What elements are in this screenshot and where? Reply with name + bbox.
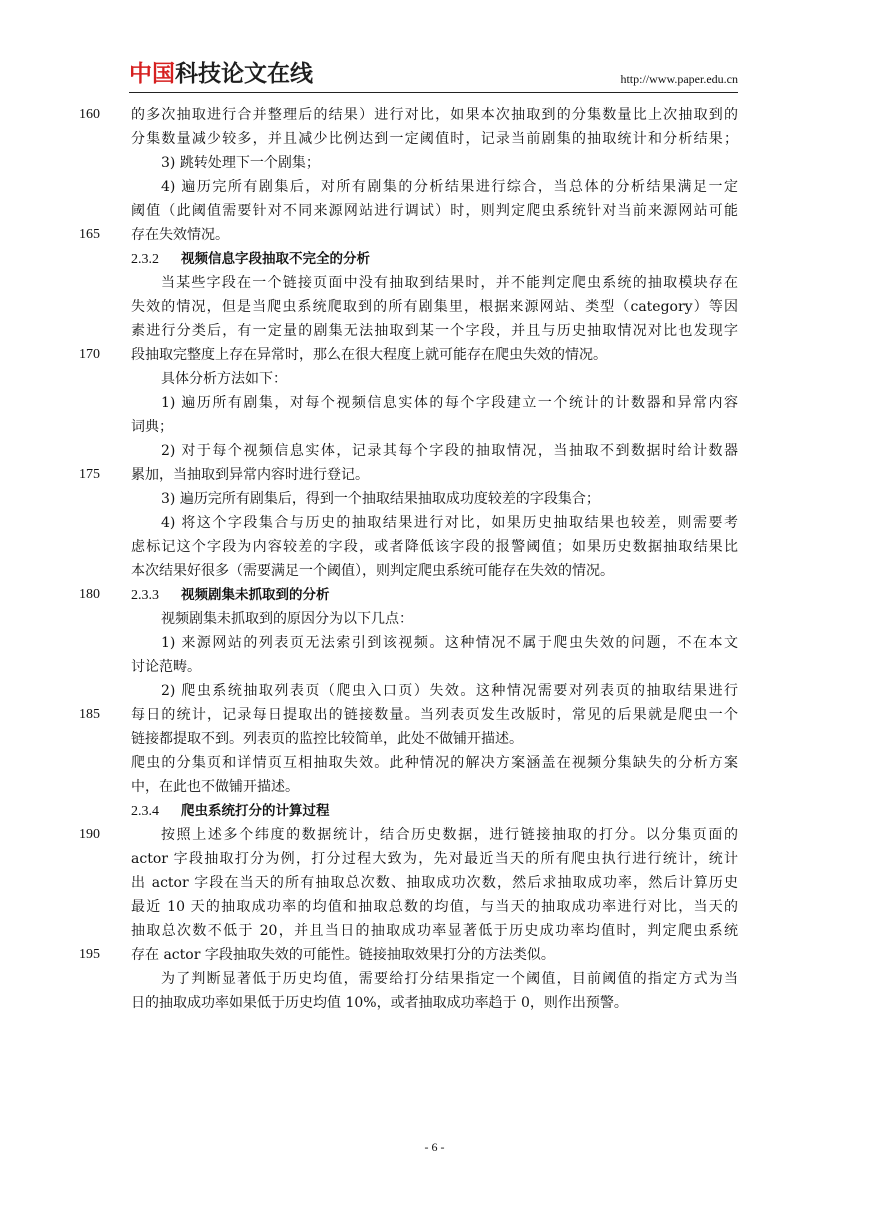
section-number: 2.3.2 xyxy=(131,252,159,267)
text-line xyxy=(0,559,869,583)
text-line xyxy=(0,679,869,703)
section-heading-text xyxy=(131,583,738,608)
line-text: 2) 对于每个视频信息实体，记录其每个字段的抽取情况，当抽取不到数据时给计数器 xyxy=(161,443,738,459)
text-line xyxy=(0,343,869,367)
header-rule xyxy=(129,92,738,93)
line-text: 分集数量减少较多，并且减少比例达到一定阈值时，记录当前剧集的抽取统计和分析结果； xyxy=(131,131,738,147)
line-text: 2) 爬虫系统抽取列表页（爬虫入口页）失效。这种情况需要对列表页的抽取结果进行 xyxy=(161,683,738,699)
line-text: actor 字段抽取打分为例，打分过程大致为，先对最近当天的所有爬虫执行进行统计，统计 xyxy=(131,851,738,867)
text-line xyxy=(0,295,869,319)
text-line xyxy=(0,727,869,751)
line-text: 中，在此也不做铺开描述。 xyxy=(131,779,299,795)
logo-text-dark: 科技论文在线 xyxy=(175,61,313,87)
line-number: 165 xyxy=(79,227,100,242)
text-line xyxy=(0,847,869,871)
line-text: 爬虫的分集页和详情页互相抽取失效。此种情况的解决方案涵盖在视频分集缺失的分析方案 xyxy=(131,755,738,771)
text-line xyxy=(0,775,869,799)
line-text: 词典； xyxy=(131,419,173,435)
text-line xyxy=(0,103,869,127)
text-line xyxy=(0,367,869,391)
text-line xyxy=(0,631,869,655)
section-title: 爬虫系统打分的计算过程 xyxy=(181,803,330,819)
line-text: 存在失效情况。 xyxy=(131,227,229,243)
line-number: 160 xyxy=(79,107,100,122)
page-number: - 6 - xyxy=(424,1140,445,1154)
line-text: 存在 actor 字段抽取失效的可能性。链接抽取效果打分的方法类似。 xyxy=(131,947,555,963)
line-text: 讨论范畴。 xyxy=(131,659,201,675)
text-line xyxy=(0,487,869,511)
section-heading-text xyxy=(131,247,738,272)
text-line xyxy=(0,415,869,439)
line-text: 抽取总次数不低于 20，并且当日的抽取成功率显著低于历史成功率均值时，判定爬虫系统 xyxy=(131,923,738,939)
line-number: 170 xyxy=(79,347,100,362)
line-number: 190 xyxy=(79,827,100,842)
line-text: 素进行分类后，有一定量的剧集无法抽取到某一个字段，并且与历史抽取情况对比也发现字 xyxy=(131,323,738,339)
line-text: 本次结果好很多（需要满足一个阈值），则判定爬虫系统可能存在失效的情况。 xyxy=(131,563,614,579)
text-line xyxy=(0,439,869,463)
text-line xyxy=(0,607,869,631)
line-text: 3) 遍历完所有剧集后，得到一个抽取结果抽取成功度较差的字段集合； xyxy=(161,491,600,507)
text-line xyxy=(0,823,869,847)
line-text: 4) 遍历完所有剧集后，对所有剧集的分析结果进行综合，当总体的分析结果满足一定 xyxy=(161,179,738,195)
section-number: 2.3.4 xyxy=(131,804,159,819)
line-text: 具体分析方法如下： xyxy=(161,371,287,387)
text-line xyxy=(0,175,869,199)
text-line xyxy=(0,871,869,895)
text-line xyxy=(0,655,869,679)
text-line xyxy=(0,511,869,535)
section-heading xyxy=(0,799,869,823)
text-line xyxy=(0,127,869,151)
text-line xyxy=(0,271,869,295)
line-text: 阈值（此阈值需要针对不同来源网站进行调试）时，则判定爬虫系统针对当前来源网站可能 xyxy=(131,203,738,219)
line-text: 虑标记这个字段为内容较差的字段，或者降低该字段的报警阈值；如果历史数据抽取结果比 xyxy=(131,539,738,555)
line-text: 1) 遍历所有剧集，对每个视频信息实体的每个字段建立一个统计的计数器和异常内容 xyxy=(161,395,738,411)
line-number: 175 xyxy=(79,467,100,482)
text-line xyxy=(0,703,869,727)
body-text xyxy=(0,103,869,1015)
line-text: 1) 来源网站的列表页无法索引到该视频。这种情况不属于爬虫失效的问题，不在本文 xyxy=(161,635,738,651)
text-line xyxy=(0,919,869,943)
section-title: 视频剧集未抓取到的分析 xyxy=(181,587,330,603)
text-line xyxy=(0,223,869,247)
line-text: 每日的统计，记录每日提取出的链接数量。当列表页发生改版时，常见的后果就是爬虫一个 xyxy=(131,707,738,723)
line-text: 失效的情况，但是当爬虫系统爬取到的所有剧集里，根据来源网站、类型（category）等因 xyxy=(131,299,738,315)
journal-logo xyxy=(129,60,313,88)
line-text: 按照上述多个纬度的数据统计，结合历史数据，进行链接抽取的打分。以分集页面的 xyxy=(161,827,738,843)
line-number: 185 xyxy=(79,707,100,722)
line-text: 日的抽取成功率如果低于历史均值 10%，或者抽取成功率趋于 0，则作出预警。 xyxy=(131,995,628,1011)
header-url[interactable]: http://www.paper.edu.cn xyxy=(620,72,738,86)
line-text: 视频剧集未抓取到的原因分为以下几点： xyxy=(161,611,413,627)
line-text: 累加，当抽取到异常内容时进行登记。 xyxy=(131,467,369,483)
section-title: 视频信息字段抽取不完全的分析 xyxy=(181,251,370,267)
text-line xyxy=(0,895,869,919)
section-heading xyxy=(0,583,869,607)
line-number: 180 xyxy=(79,587,100,602)
text-line xyxy=(0,319,869,343)
line-text: 链接都提取不到。列表页的监控比较简单，此处不做铺开描述。 xyxy=(131,731,523,747)
line-text: 当某些字段在一个链接页面中没有抽取到结果时，并不能判定爬虫系统的抽取模块存在 xyxy=(161,275,738,291)
text-line xyxy=(0,391,869,415)
line-text: 的多次抽取进行合并整理后的结果）进行对比，如果本次抽取到的分集数量比上次抽取到的 xyxy=(131,107,738,123)
text-line xyxy=(0,991,869,1015)
line-text: 最近 10 天的抽取成功率的均值和抽取总数的均值，与当天的抽取成功率进行对比，当天的 xyxy=(131,899,738,915)
text-line xyxy=(0,199,869,223)
logo-text-red: 中国 xyxy=(129,61,175,87)
section-heading xyxy=(0,247,869,271)
text-line xyxy=(0,751,869,775)
text-line xyxy=(0,535,869,559)
text-line xyxy=(0,463,869,487)
text-line xyxy=(0,967,869,991)
line-text: 出 actor 字段在当天的所有抽取总次数、抽取成功次数，然后求抽取成功率，然后计算历史 xyxy=(131,875,738,891)
line-text: 3) 跳转处理下一个剧集； xyxy=(161,155,320,171)
text-line xyxy=(0,943,869,967)
line-text: 为了判断显著低于历史均值，需要给打分结果指定一个阈值，目前阈值的指定方式为当 xyxy=(161,971,738,987)
section-heading-text xyxy=(131,799,738,824)
text-line xyxy=(0,151,869,175)
line-text: 4) 将这个字段集合与历史的抽取结果进行对比，如果历史抽取结果也较差，则需要考 xyxy=(161,515,738,531)
line-number: 195 xyxy=(79,947,100,962)
line-text: 段抽取完整度上存在异常时，那么在很大程度上就可能存在爬虫失效的情况。 xyxy=(131,347,607,363)
section-number: 2.3.3 xyxy=(131,588,159,603)
